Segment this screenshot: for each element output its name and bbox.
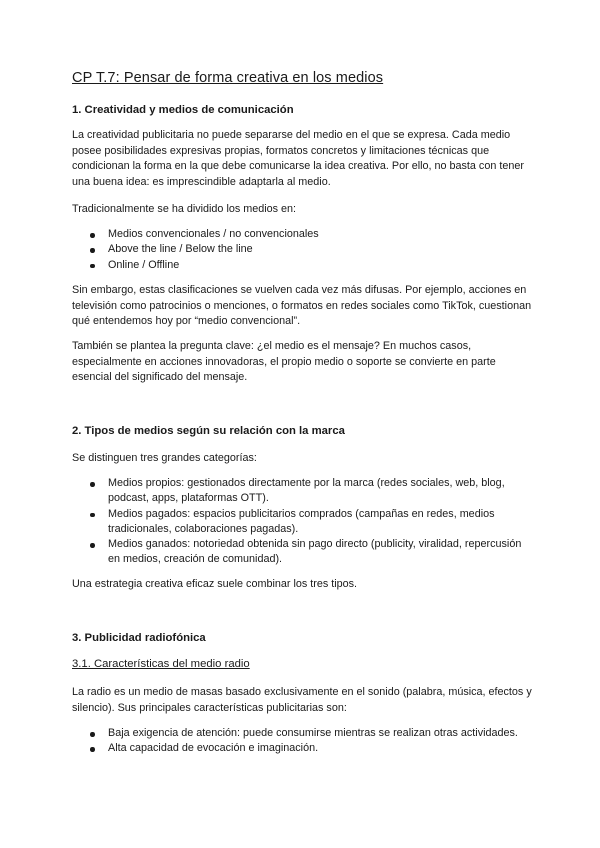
section-3-bullet-list xyxy=(90,726,530,757)
section-1-paragraph-4: También se plantea la pregunta clave: ¿el medio es el mensaje? En muchos casos, especialmente en acciones innovadoras, el propio medio o soporte se convierte en parte esencial del significado del mensaje. xyxy=(72,340,496,384)
section-1-heading: 1. Creatividad y medios de comunicación xyxy=(72,104,294,116)
section-2-paragraph-2: Una estrategia creativa eficaz suele combinar los tres tipos. xyxy=(72,578,358,590)
list-item: Medios ganados: notoriedad obtenida sin pago directo (publicity, viralidad, repercusión en medios, creación de comunidad). xyxy=(90,537,530,568)
section-2-heading: 2. Tipos de medios según su relación con la marca xyxy=(72,425,345,437)
section-2-bullet-list xyxy=(90,476,530,568)
section-1-paragraph-1: La creatividad publicitaria no puede separarse del medio en el que se expresa. Cada medio posee posibilidades expresivas propias, formatos concretos y limitaciones técnicas que condicionan la forma en la que debe comunicarse la idea creativa. Por ello, no basta con tener una buena idea: es imprescindible adaptarla al medio. xyxy=(72,129,524,189)
list-item: Baja exigencia de atención: puede consumirse mientras se realizan otras actividades. xyxy=(90,726,530,741)
section-3-1-subheading: 3.1. Características del medio radio xyxy=(72,658,250,670)
section-1-paragraph-2: Tradicionalmente se ha dividido los medios en: xyxy=(72,203,297,215)
section-3-heading: 3. Publicidad radiofónica xyxy=(72,632,206,644)
list-item: Medios propios: gestionados directamente por la marca (redes sociales, web, blog, podcast, apps, plataformas OTT). xyxy=(90,476,530,507)
page-title: CP T.7: Pensar de forma creativa en los medios xyxy=(72,70,384,86)
section-1-paragraph-3: Sin embargo, estas clasificaciones se vuelven cada vez más difusas. Por ejemplo, acciones en televisión como patrocinios o menciones, o formatos en redes sociales como TikTok, cuestionan qué entendemos hoy por “medio convencional”. xyxy=(72,284,532,328)
list-item: Above the line / Below the line xyxy=(90,242,530,257)
list-item: Medios pagados: espacios publicitarios comprados (campañas en redes, medios tradicionales, colaboraciones pagadas). xyxy=(90,507,530,538)
section-2-paragraph-1: Se distinguen tres grandes categorías: xyxy=(72,452,257,464)
list-item: Alta capacidad de evocación e imaginación. xyxy=(90,741,530,756)
section-1-bullet-list xyxy=(90,227,530,273)
list-item: Online / Offline xyxy=(90,258,530,273)
list-item: Medios convencionales / no convencionales xyxy=(90,227,530,242)
section-3-paragraph-1: La radio es un medio de masas basado exclusivamente en el sonido (palabra, música, efectos y silencio). Sus principales características publicitarias son: xyxy=(72,686,532,714)
